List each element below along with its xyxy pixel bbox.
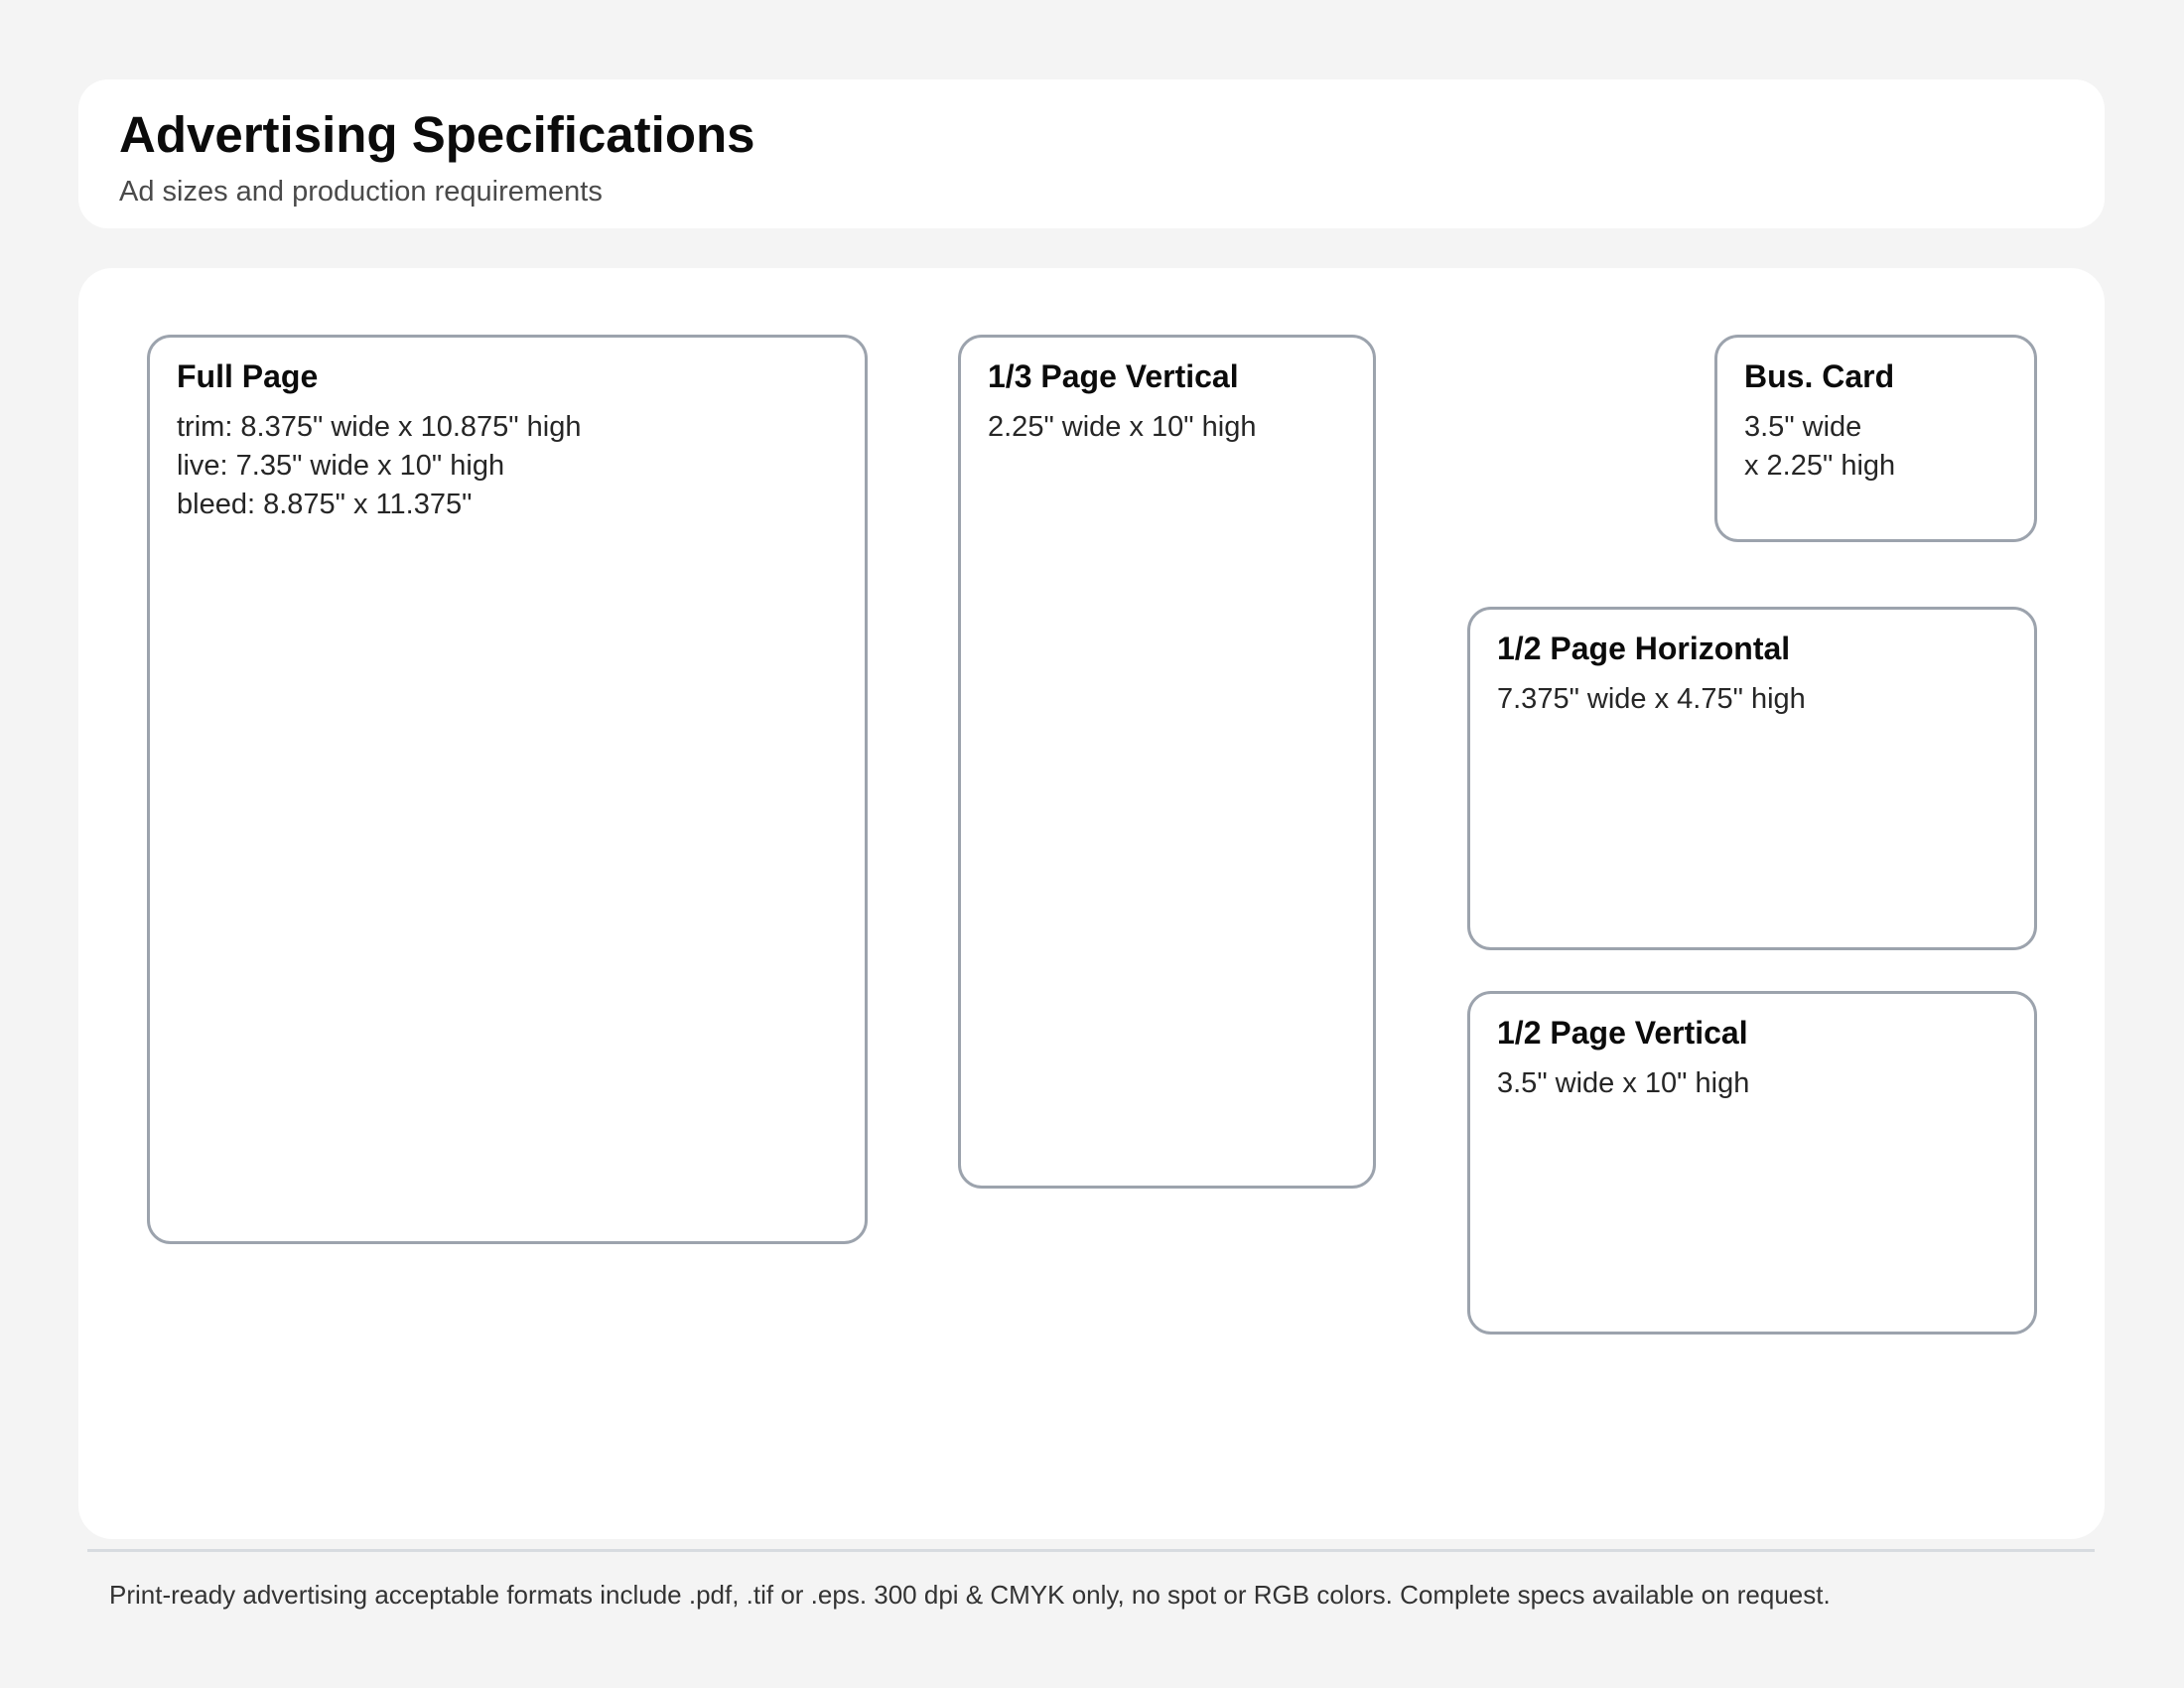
ad-spec-dimensions: 3.5" wide x 10" high — [1497, 1067, 1750, 1099]
ad-size-name: Bus. Card — [1744, 358, 1895, 394]
ad-size-third-page-vertical — [958, 335, 1376, 1189]
ad-size-business-card — [1714, 335, 2037, 542]
header-card — [78, 79, 2105, 228]
page-subtitle: Ad sizes and production requirements — [119, 176, 603, 208]
ad-spec-live: live: 7.35" wide x 10" high — [177, 450, 505, 482]
ad-size-specs — [1744, 408, 1895, 486]
ad-sizes-panel — [78, 268, 2105, 1539]
page-title: Advertising Specifications — [119, 106, 755, 163]
ad-spec-height: x 2.25" high — [1744, 450, 1896, 482]
ad-spec-dimensions: 7.375" wide x 4.75" high — [1497, 683, 1806, 715]
ad-size-specs — [177, 408, 582, 524]
ad-size-specs — [988, 408, 1257, 447]
ad-size-name: 1/3 Page Vertical — [988, 358, 1239, 394]
ad-size-half-page-horizontal — [1467, 607, 2037, 950]
ad-size-half-page-vertical — [1467, 991, 2037, 1335]
ad-spec-dimensions: 2.25" wide x 10" high — [988, 411, 1257, 443]
footer-divider — [87, 1549, 2095, 1552]
ad-spec-bleed: bleed: 8.875" x 11.375" — [177, 489, 473, 520]
ad-size-specs — [1497, 1064, 1749, 1103]
ad-size-name: Full Page — [177, 358, 319, 394]
footer-note: Print-ready advertising acceptable formats include .pdf, .tif or .eps. 300 dpi & CMYK only, no spot or RGB colors. Complete specs available on request. — [109, 1580, 1831, 1610]
ad-size-full-page — [147, 335, 868, 1244]
ad-size-name: 1/2 Page Vertical — [1497, 1015, 1748, 1051]
ad-size-name: 1/2 Page Horizontal — [1497, 631, 1791, 666]
ad-size-specs — [1497, 680, 1806, 719]
ad-spec-width: 3.5" wide — [1744, 411, 1862, 443]
ad-spec-trim: trim: 8.375" wide x 10.875" high — [177, 411, 582, 443]
